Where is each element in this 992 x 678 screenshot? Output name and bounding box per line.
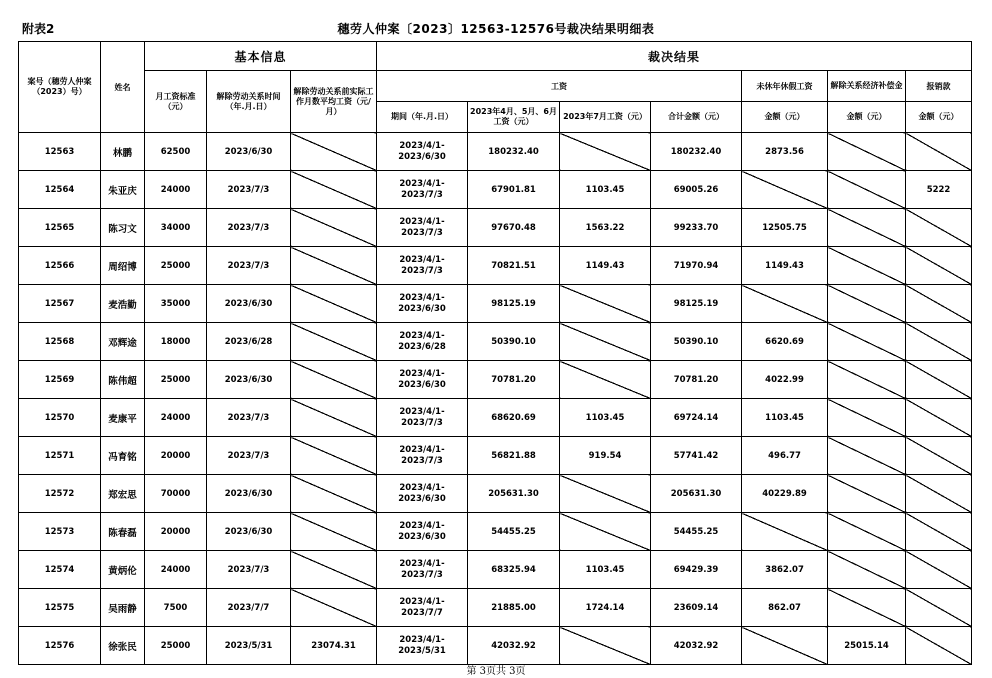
total-amount-cell: 69429.39 xyxy=(651,551,742,589)
period-cell: 2023/4/1-2023/6/30 xyxy=(377,285,468,323)
period-cell: 2023/4/1-2023/7/3 xyxy=(377,437,468,475)
apr-jun-wage-cell: 68620.69 xyxy=(468,399,560,437)
compensation-amount-cell xyxy=(828,551,906,589)
header-period: 期间（年.月.日） xyxy=(377,102,468,133)
termination-date-cell: 2023/7/3 xyxy=(207,171,291,209)
jul-wage-cell xyxy=(560,323,651,361)
period-cell: 2023/4/1-2023/7/3 xyxy=(377,399,468,437)
total-amount-cell: 54455.25 xyxy=(651,513,742,551)
monthly-wage-cell: 24000 xyxy=(145,171,207,209)
total-amount-cell: 69005.26 xyxy=(651,171,742,209)
name-cell: 麦浩勤 xyxy=(101,285,145,323)
header-annual-leave: 未休年休假工资 xyxy=(742,71,828,102)
name-cell: 林鹏 xyxy=(101,133,145,171)
table-row xyxy=(19,399,972,437)
apr-jun-wage-cell: 98125.19 xyxy=(468,285,560,323)
compensation-amount-cell xyxy=(828,361,906,399)
jul-wage-cell xyxy=(560,513,651,551)
monthly-wage-cell: 25000 xyxy=(145,247,207,285)
monthly-wage-cell: 20000 xyxy=(145,513,207,551)
monthly-wage-cell: 18000 xyxy=(145,323,207,361)
total-amount-cell: 69724.14 xyxy=(651,399,742,437)
average-wage-cell xyxy=(291,171,377,209)
termination-date-cell: 2023/7/3 xyxy=(207,551,291,589)
jul-wage-cell xyxy=(560,285,651,323)
annual-leave-amount-cell: 12505.75 xyxy=(742,209,828,247)
table-row xyxy=(19,133,972,171)
period-cell: 2023/4/1-2023/7/3 xyxy=(377,171,468,209)
reimbursement-amount-cell xyxy=(906,475,972,513)
total-amount-cell: 57741.42 xyxy=(651,437,742,475)
header-jul-wage: 2023年7月工资（元） xyxy=(560,102,651,133)
reimbursement-amount-cell xyxy=(906,399,972,437)
annual-leave-amount-cell: 1103.45 xyxy=(742,399,828,437)
header-basic-info: 基本信息 xyxy=(145,42,377,71)
reimbursement-amount-cell xyxy=(906,285,972,323)
total-amount-cell: 70781.20 xyxy=(651,361,742,399)
average-wage-cell xyxy=(291,247,377,285)
table-row xyxy=(19,209,972,247)
compensation-amount-cell xyxy=(828,133,906,171)
name-cell: 冯育铭 xyxy=(101,437,145,475)
average-wage-cell xyxy=(291,133,377,171)
compensation-amount-cell xyxy=(828,399,906,437)
monthly-wage-cell: 34000 xyxy=(145,209,207,247)
case-no-cell: 12575 xyxy=(19,589,101,627)
name-cell: 黄炳伦 xyxy=(101,551,145,589)
case-no-cell: 12570 xyxy=(19,399,101,437)
table-row xyxy=(19,627,972,665)
header-apr-jun-wage: 2023年4月、5月、6月工资（元） xyxy=(468,102,560,133)
attachment-label: 附表2 xyxy=(22,22,55,36)
header-wage: 工资 xyxy=(377,71,742,102)
header-compensation: 解除关系经济补偿金 xyxy=(828,71,906,102)
table-row xyxy=(19,361,972,399)
annual-leave-amount-cell: 2873.56 xyxy=(742,133,828,171)
annual-leave-amount-cell xyxy=(742,627,828,665)
monthly-wage-cell: 70000 xyxy=(145,475,207,513)
annual-leave-amount-cell: 6620.69 xyxy=(742,323,828,361)
jul-wage-cell: 919.54 xyxy=(560,437,651,475)
termination-date-cell: 2023/7/3 xyxy=(207,399,291,437)
termination-date-cell: 2023/5/31 xyxy=(207,627,291,665)
case-no-cell: 12569 xyxy=(19,361,101,399)
apr-jun-wage-cell: 56821.88 xyxy=(468,437,560,475)
termination-date-cell: 2023/6/28 xyxy=(207,323,291,361)
apr-jun-wage-cell: 50390.10 xyxy=(468,323,560,361)
total-amount-cell: 99233.70 xyxy=(651,209,742,247)
reimbursement-amount-cell xyxy=(906,133,972,171)
annual-leave-amount-cell: 3862.07 xyxy=(742,551,828,589)
annual-leave-amount-cell xyxy=(742,285,828,323)
monthly-wage-cell: 7500 xyxy=(145,589,207,627)
case-no-cell: 12571 xyxy=(19,437,101,475)
apr-jun-wage-cell: 180232.40 xyxy=(468,133,560,171)
termination-date-cell: 2023/7/7 xyxy=(207,589,291,627)
table-row xyxy=(19,171,972,209)
case-no-cell: 12566 xyxy=(19,247,101,285)
average-wage-cell xyxy=(291,209,377,247)
header-case-no: 案号（穗劳人仲案（2023）号） xyxy=(19,42,101,133)
jul-wage-cell: 1103.45 xyxy=(560,171,651,209)
page-footer: 第 3页共 3页 xyxy=(466,666,526,677)
apr-jun-wage-cell: 21885.00 xyxy=(468,589,560,627)
jul-wage-cell: 1149.43 xyxy=(560,247,651,285)
average-wage-cell xyxy=(291,323,377,361)
compensation-amount-cell xyxy=(828,323,906,361)
header-average-wage: 解除劳动关系前实际工作月数平均工资（元/月） xyxy=(291,71,377,133)
termination-date-cell: 2023/6/30 xyxy=(207,133,291,171)
total-amount-cell: 205631.30 xyxy=(651,475,742,513)
period-cell: 2023/4/1-2023/6/28 xyxy=(377,323,468,361)
case-no-cell: 12574 xyxy=(19,551,101,589)
average-wage-cell xyxy=(291,589,377,627)
monthly-wage-cell: 35000 xyxy=(145,285,207,323)
termination-date-cell: 2023/7/3 xyxy=(207,247,291,285)
jul-wage-cell: 1103.45 xyxy=(560,399,651,437)
reimbursement-amount-cell xyxy=(906,361,972,399)
apr-jun-wage-cell: 68325.94 xyxy=(468,551,560,589)
header-termination-time: 解除劳动关系时间（年.月.日） xyxy=(207,71,291,133)
period-cell: 2023/4/1-2023/6/30 xyxy=(377,361,468,399)
termination-date-cell: 2023/7/3 xyxy=(207,209,291,247)
case-no-cell: 12576 xyxy=(19,627,101,665)
annual-leave-amount-cell xyxy=(742,513,828,551)
name-cell: 麦康平 xyxy=(101,399,145,437)
termination-date-cell: 2023/6/30 xyxy=(207,361,291,399)
monthly-wage-cell: 62500 xyxy=(145,133,207,171)
reimbursement-amount-cell xyxy=(906,551,972,589)
document-title: 穗劳人仲案〔2023〕12563-12576号裁决结果明细表 xyxy=(337,22,655,36)
period-cell: 2023/4/1-2023/5/31 xyxy=(377,627,468,665)
average-wage-cell xyxy=(291,513,377,551)
compensation-amount-cell xyxy=(828,247,906,285)
case-no-cell: 12563 xyxy=(19,133,101,171)
apr-jun-wage-cell: 97670.48 xyxy=(468,209,560,247)
name-cell: 朱亚庆 xyxy=(101,171,145,209)
case-no-cell: 12565 xyxy=(19,209,101,247)
total-amount-cell: 42032.92 xyxy=(651,627,742,665)
header-total: 合计金额（元） xyxy=(651,102,742,133)
header-monthly-wage: 月工资标准（元） xyxy=(145,71,207,133)
apr-jun-wage-cell: 70821.51 xyxy=(468,247,560,285)
name-cell: 陈伟超 xyxy=(101,361,145,399)
annual-leave-amount-cell: 40229.89 xyxy=(742,475,828,513)
name-cell: 徐张民 xyxy=(101,627,145,665)
termination-date-cell: 2023/6/30 xyxy=(207,475,291,513)
table-row xyxy=(19,437,972,475)
compensation-amount-cell xyxy=(828,437,906,475)
ruling-details-table xyxy=(18,41,972,665)
name-cell: 陈习文 xyxy=(101,209,145,247)
period-cell: 2023/4/1-2023/7/3 xyxy=(377,209,468,247)
header-reimbursement: 报销款 xyxy=(906,71,972,102)
period-cell: 2023/4/1-2023/6/30 xyxy=(377,475,468,513)
table-row xyxy=(19,247,972,285)
reimbursement-amount-cell xyxy=(906,209,972,247)
monthly-wage-cell: 25000 xyxy=(145,627,207,665)
average-wage-cell xyxy=(291,399,377,437)
average-wage-cell xyxy=(291,285,377,323)
case-no-cell: 12564 xyxy=(19,171,101,209)
table-body xyxy=(19,133,972,665)
compensation-amount-cell xyxy=(828,209,906,247)
header-amount-reimb: 金额（元） xyxy=(906,102,972,133)
table-row xyxy=(19,513,972,551)
reimbursement-amount-cell xyxy=(906,247,972,285)
monthly-wage-cell: 25000 xyxy=(145,361,207,399)
jul-wage-cell: 1724.14 xyxy=(560,589,651,627)
name-cell: 邓辉途 xyxy=(101,323,145,361)
period-cell: 2023/4/1-2023/6/30 xyxy=(377,133,468,171)
header-ruling-result: 裁决结果 xyxy=(377,42,972,71)
average-wage-cell xyxy=(291,551,377,589)
jul-wage-cell xyxy=(560,361,651,399)
average-wage-cell xyxy=(291,475,377,513)
apr-jun-wage-cell: 205631.30 xyxy=(468,475,560,513)
termination-date-cell: 2023/6/30 xyxy=(207,513,291,551)
annual-leave-amount-cell xyxy=(742,171,828,209)
average-wage-cell xyxy=(291,361,377,399)
header-name: 姓名 xyxy=(101,42,145,133)
apr-jun-wage-cell: 70781.20 xyxy=(468,361,560,399)
jul-wage-cell xyxy=(560,627,651,665)
apr-jun-wage-cell: 54455.25 xyxy=(468,513,560,551)
total-amount-cell: 71970.94 xyxy=(651,247,742,285)
total-amount-cell: 180232.40 xyxy=(651,133,742,171)
annual-leave-amount-cell: 496.77 xyxy=(742,437,828,475)
header-amount-leave: 金额（元） xyxy=(742,102,828,133)
monthly-wage-cell: 24000 xyxy=(145,551,207,589)
apr-jun-wage-cell: 42032.92 xyxy=(468,627,560,665)
total-amount-cell: 50390.10 xyxy=(651,323,742,361)
compensation-amount-cell: 25015.14 xyxy=(828,627,906,665)
reimbursement-amount-cell xyxy=(906,627,972,665)
jul-wage-cell: 1103.45 xyxy=(560,551,651,589)
apr-jun-wage-cell: 67901.81 xyxy=(468,171,560,209)
monthly-wage-cell: 24000 xyxy=(145,399,207,437)
annual-leave-amount-cell: 1149.43 xyxy=(742,247,828,285)
reimbursement-amount-cell: 5222 xyxy=(906,171,972,209)
table-row xyxy=(19,551,972,589)
compensation-amount-cell xyxy=(828,475,906,513)
average-wage-cell: 23074.31 xyxy=(291,627,377,665)
case-no-cell: 12573 xyxy=(19,513,101,551)
name-cell: 陈春磊 xyxy=(101,513,145,551)
annual-leave-amount-cell: 862.07 xyxy=(742,589,828,627)
compensation-amount-cell xyxy=(828,171,906,209)
period-cell: 2023/4/1-2023/7/7 xyxy=(377,589,468,627)
jul-wage-cell xyxy=(560,475,651,513)
name-cell: 周绍博 xyxy=(101,247,145,285)
compensation-amount-cell xyxy=(828,285,906,323)
reimbursement-amount-cell xyxy=(906,323,972,361)
termination-date-cell: 2023/7/3 xyxy=(207,437,291,475)
reimbursement-amount-cell xyxy=(906,513,972,551)
compensation-amount-cell xyxy=(828,513,906,551)
name-cell: 郑宏思 xyxy=(101,475,145,513)
case-no-cell: 12572 xyxy=(19,475,101,513)
termination-date-cell: 2023/6/30 xyxy=(207,285,291,323)
period-cell: 2023/4/1-2023/7/3 xyxy=(377,247,468,285)
table-row xyxy=(19,285,972,323)
reimbursement-amount-cell xyxy=(906,589,972,627)
jul-wage-cell: 1563.22 xyxy=(560,209,651,247)
period-cell: 2023/4/1-2023/6/30 xyxy=(377,513,468,551)
table-row xyxy=(19,589,972,627)
case-no-cell: 12567 xyxy=(19,285,101,323)
jul-wage-cell xyxy=(560,133,651,171)
case-no-cell: 12568 xyxy=(19,323,101,361)
table-row xyxy=(19,323,972,361)
average-wage-cell xyxy=(291,437,377,475)
total-amount-cell: 23609.14 xyxy=(651,589,742,627)
header-amount-comp: 金额（元） xyxy=(828,102,906,133)
table-row xyxy=(19,475,972,513)
name-cell: 吴雨静 xyxy=(101,589,145,627)
reimbursement-amount-cell xyxy=(906,437,972,475)
period-cell: 2023/4/1-2023/7/3 xyxy=(377,551,468,589)
compensation-amount-cell xyxy=(828,589,906,627)
annual-leave-amount-cell: 4022.99 xyxy=(742,361,828,399)
monthly-wage-cell: 20000 xyxy=(145,437,207,475)
total-amount-cell: 98125.19 xyxy=(651,285,742,323)
